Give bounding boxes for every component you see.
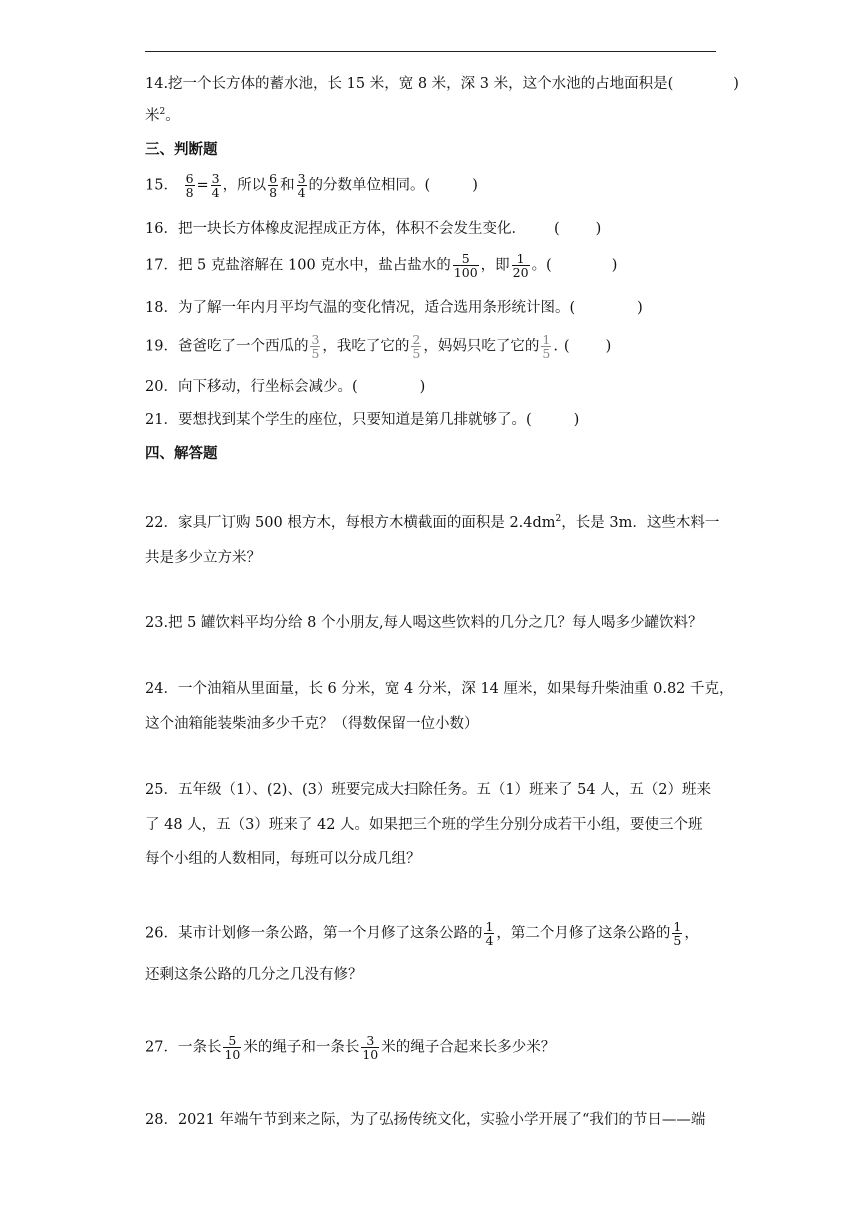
fraction: $\frac{1}{5}$ — [673, 919, 682, 949]
question-24-line2: 这个油箱能装柴油多少千克？（得数保留一位小数） — [145, 716, 479, 732]
fraction: $\frac{3}{4}$ — [211, 171, 220, 201]
question-28-line1: 28．2021 年端午节到来之际，为了弘扬传统文化，实验小学开展了“我们的节日——端 — [145, 1112, 706, 1128]
fraction: $\frac{6}{8}$ — [185, 171, 194, 201]
fraction: $\frac{5}{10}$ — [224, 1033, 241, 1063]
question-22-line2: 共是多少立方米？ — [145, 550, 261, 566]
section-title-solve: 四、解答题 — [145, 445, 218, 462]
fraction: $\frac{5}{100}$ — [453, 251, 478, 281]
question-27: 27．一条长 $\frac{5}{10}$ 米的绳子和一条长 $\frac{3}{10}$ 米的绳子合起来长多少米？ — [145, 1033, 556, 1063]
question-23: 23.把 5 罐饮料平均分给 8 个小朋友,每人喝这些饮料的几分之几？每人喝多少罐饮料？ — [145, 615, 703, 631]
question-14-line2: 米$^2$。 — [145, 107, 180, 124]
question-14-line1: 14.挖一个长方体的蓄水池，长 15 米，宽 8 米，深 3 米，这个水池的占地面积是( ) — [145, 76, 739, 92]
question-24-line1: 24．一个油箱从里面量，长 6 分米，宽 4 分米，深 14 厘米，如果每升柴油重 0.82 千克， — [145, 681, 734, 697]
question-19: 19．爸爸吃了一个西瓜的 $\frac{3}{5}$ ，我吃了它的 $\frac{2}{5}$ ，妈妈只吃了它的 $\frac{1}{5}$ . ( ) — [145, 332, 612, 362]
header-rule — [145, 51, 716, 52]
question-17: 17．把 5 克盐溶解在 100 克水中，盐占盐水的 $\frac{5}{100}$ ，即 $\frac{1}{20}$ 。( ) — [145, 251, 618, 281]
question-25-line1: 25．五年级（1）、(2)、(3）班要完成大扫除任务。五（1）班来了 54 人，五（2）班来 — [145, 782, 711, 798]
fraction: $\frac{1}{20}$ — [512, 251, 529, 281]
question-21: 21．要想找到某个学生的座位，只要知道是第几排就够了。( ) — [145, 412, 580, 428]
question-26-line1: 26．某市计划修一条公路，第一个月修了这条公路的 $\frac{1}{4}$ ，第二个月修了这条公路的 $\frac{1}{5}$ ， — [145, 919, 699, 949]
fraction: $\frac{3}{10}$ — [362, 1033, 379, 1063]
question-20: 20．向下移动，行坐标会减少。( ) — [145, 379, 426, 395]
question-22-line1: 22．家具厂订购 500 根方木，每根方木横截面的面积是 $2.4dm^2$，长是 3m．这些木料一 — [145, 514, 720, 531]
question-25-line3: 每个小组的人数相同，每班可以分成几组？ — [145, 851, 421, 867]
question-26-line2: 还剩这条公路的几分之几没有修？ — [145, 967, 363, 983]
fraction: $\frac{3}{4}$ — [297, 171, 306, 201]
section-title-judgment: 三、判断题 — [145, 141, 218, 158]
fraction: $\frac{6}{8}$ — [269, 171, 278, 201]
question-15: 15． $\frac{6}{8}$ = $\frac{3}{4}$ ，所以 $\frac{6}{8}$ 和 $\frac{3}{4}$ 的分数单位相同。( ) — [145, 171, 478, 201]
question-18: 18．为了解一年内月平均气温的变化情况，适合选用条形统计图。( ) — [145, 300, 643, 316]
fraction: $\frac{2}{5}$ — [412, 332, 421, 362]
fraction: $\frac{1}{4}$ — [485, 919, 494, 949]
fraction: $\frac{3}{5}$ — [311, 332, 320, 362]
question-25-line2: 了 48 人，五（3）班来了 42 人。如果把三个班的学生分别分成若干小组，要使三个班 — [145, 817, 703, 833]
fraction: $\frac{1}{5}$ — [542, 332, 551, 362]
question-16: 16．把一块长方体橡皮泥捏成正方体，体积不会发生变化． ( ) — [145, 221, 602, 237]
